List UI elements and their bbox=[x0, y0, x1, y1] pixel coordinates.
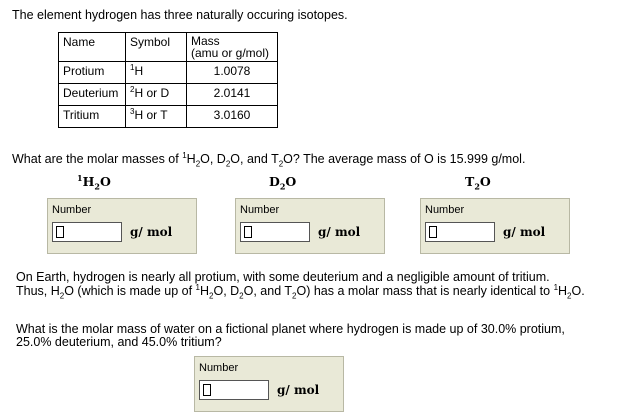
answer-box-protium-water bbox=[47, 198, 197, 254]
formula-deuterium-water: $D_2O$ bbox=[269, 174, 297, 192]
number-label: Number bbox=[425, 204, 465, 216]
unit-label: g/ mol bbox=[503, 225, 546, 239]
question-molar-masses: What are the molar masses of $^1H_2O$, $D_2O$, and $T_2O$? The average mass of O is 15.999 g/mol. bbox=[12, 150, 526, 169]
header-mass-line1: Mass bbox=[191, 34, 220, 48]
number-label: Number bbox=[52, 204, 92, 216]
intro-text: The element hydrogen has three naturally occuring isotopes. bbox=[12, 8, 348, 22]
number-label: Number bbox=[240, 204, 280, 216]
question-fictional-planet bbox=[16, 323, 565, 349]
header-name: Name bbox=[59, 33, 126, 62]
row-mass: 3.0160 bbox=[187, 106, 278, 128]
question2-line-2: 25.0% deuterium, and 45.0% tritium? bbox=[16, 335, 222, 349]
answer-box-tritium-water bbox=[420, 198, 570, 254]
header-mass bbox=[187, 33, 278, 62]
answer-box-fictional-water bbox=[194, 356, 344, 412]
formula-protium-water: $^1H_2O$ bbox=[77, 172, 111, 192]
unit-label: g/ mol bbox=[318, 225, 361, 239]
answer-input-fictional-water[interactable] bbox=[199, 380, 269, 400]
text-cursor-icon bbox=[429, 226, 437, 238]
text-cursor-icon bbox=[203, 384, 211, 396]
answer-input-tritium-water[interactable] bbox=[425, 222, 495, 242]
table-row bbox=[59, 84, 278, 106]
unit-label: g/ mol bbox=[130, 225, 173, 239]
paragraph-line-2: Thus, $H_2O$ (which is made up of $^1H_2O$, $D_2O$, and $T_2O$) has a molar mass that is nearly identical to $^1H_2O$. bbox=[16, 282, 585, 301]
formula-tritium-water: $T_2O$ bbox=[465, 174, 491, 192]
row-mass: 1.0078 bbox=[187, 62, 278, 84]
header-mass-line2: (amu or g/mol) bbox=[191, 46, 270, 60]
header-symbol: Symbol bbox=[126, 33, 187, 62]
paragraph-line-1: On Earth, hydrogen is nearly all protium, with some deuterium and a negligible amount of tritium. bbox=[16, 270, 550, 284]
isotope-table bbox=[58, 32, 278, 128]
row-symbol: $^1$H bbox=[126, 62, 187, 84]
table-header-row bbox=[59, 33, 278, 62]
answer-input-deuterium-water[interactable] bbox=[240, 222, 310, 242]
answer-box-deuterium-water bbox=[235, 198, 385, 254]
text-cursor-icon bbox=[244, 226, 252, 238]
earth-hydrogen-paragraph bbox=[16, 270, 585, 301]
unit-label: g/ mol bbox=[277, 383, 320, 397]
table-row bbox=[59, 62, 278, 84]
row-symbol: $^3$H or T bbox=[126, 106, 187, 128]
row-name: Deuterium bbox=[59, 84, 126, 106]
row-symbol: $^2$H or D bbox=[126, 84, 187, 106]
question2-line-1: What is the molar mass of water on a fictional planet where hydrogen is made up of 30.0% protium, bbox=[16, 322, 565, 336]
answer-input-protium-water[interactable] bbox=[52, 222, 122, 242]
number-label: Number bbox=[199, 362, 239, 374]
row-name: Tritium bbox=[59, 106, 126, 128]
row-mass: 2.0141 bbox=[187, 84, 278, 106]
text-cursor-icon bbox=[56, 226, 64, 238]
row-name: Protium bbox=[59, 62, 126, 84]
table-row bbox=[59, 106, 278, 128]
